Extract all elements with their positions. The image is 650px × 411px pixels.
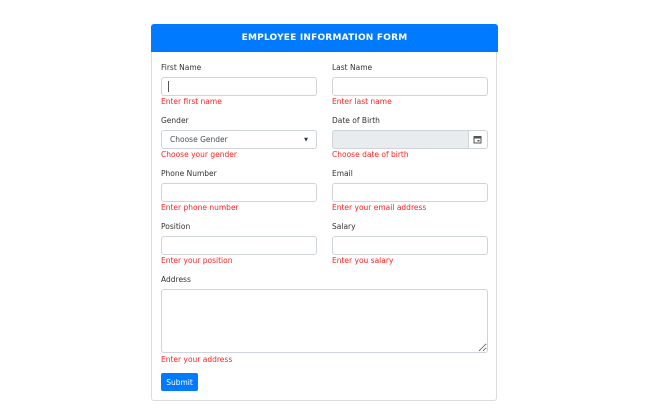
- calendar-button[interactable]: [468, 130, 488, 149]
- gender-label: Gender: [161, 116, 189, 125]
- salary-input[interactable]: [332, 236, 488, 255]
- gender-selected: Choose Gender: [170, 135, 228, 144]
- gender-error: Choose your gender: [161, 150, 237, 159]
- first-name-error: Enter first name: [161, 97, 222, 106]
- first-name-input[interactable]: [161, 77, 317, 96]
- address-error: Enter your address: [161, 355, 233, 364]
- form-title: EMPLOYEE INFORMATION FORM: [151, 24, 498, 52]
- text-cursor: [168, 81, 169, 92]
- phone-input[interactable]: [161, 183, 317, 202]
- submit-button[interactable]: Submit: [161, 373, 198, 391]
- address-label: Address: [161, 275, 191, 284]
- calendar-icon: [473, 135, 482, 144]
- position-input[interactable]: [161, 236, 317, 255]
- address-textarea[interactable]: [161, 289, 488, 353]
- gender-select[interactable]: [161, 130, 317, 149]
- phone-label: Phone Number: [161, 169, 217, 178]
- position-label: Position: [161, 222, 191, 231]
- salary-label: Salary: [332, 222, 356, 231]
- salary-error: Enter you salary: [332, 256, 394, 265]
- email-error: Enter your email address: [332, 203, 427, 212]
- dob-input[interactable]: [332, 130, 469, 149]
- position-error: Enter your position: [161, 256, 233, 265]
- email-input[interactable]: [332, 183, 488, 202]
- last-name-label: Last Name: [332, 63, 373, 72]
- last-name-error: Enter last name: [332, 97, 392, 106]
- caret-down-icon: ▼: [304, 136, 308, 143]
- first-name-label: First Name: [161, 63, 202, 72]
- phone-error: Enter phone number: [161, 203, 239, 212]
- dob-error: Choose date of birth: [332, 150, 409, 159]
- last-name-input[interactable]: [332, 77, 488, 96]
- email-label: Email: [332, 169, 353, 178]
- dob-label: Date of Birth: [332, 116, 380, 125]
